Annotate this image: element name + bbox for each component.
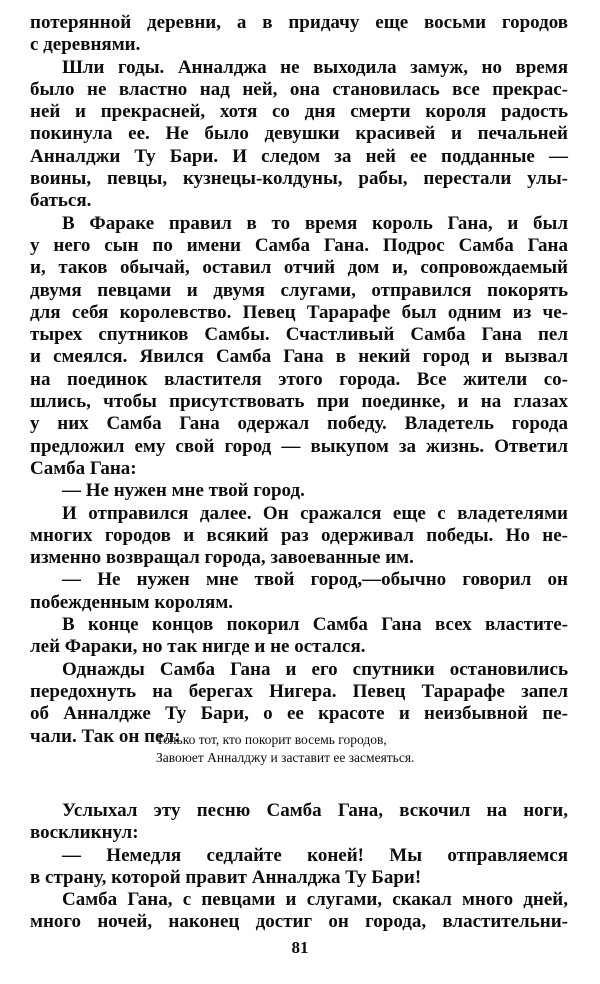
text-line: И отправился далее. Он сражался еще с владетелями: [62, 502, 568, 524]
text-line: чали. Так он пел:: [30, 725, 181, 747]
main-text-block: [30, 12, 568, 748]
text-line: у него сын по имени Самба Гана. Подрос Самба Гана: [30, 234, 568, 256]
text-line: Самба Гана, с певцами и слугами, скакал много дней,: [62, 889, 568, 911]
text-line: тырех спутников Самбы. Счастливый Самба Гана пел: [30, 324, 568, 346]
text-line: — Не нужен мне твой город,—обычно говорил он: [62, 569, 568, 591]
text-line: передохнуть на берегах Нигера. Певец Тарарафе запел: [30, 680, 568, 702]
text-line: предложил ему свой город — выкупом за жизнь. Ответил: [30, 435, 568, 457]
continuation-text-block: [30, 800, 568, 934]
text-line: ней и прекрасней, хотя со дня смерти короля радость: [30, 101, 568, 123]
text-line: у них Самба Гана одержал победу. Владетель города: [30, 413, 568, 435]
text-line: побежденным королям.: [30, 591, 234, 613]
text-line: двумя певцами и двумя слугами, отправился покорять: [30, 279, 568, 301]
text-line: воскликнул:: [30, 822, 139, 844]
text-line: Однажды Самба Гана и его спутники остановились: [62, 658, 568, 680]
text-line: Шли годы. Анналджа не выходила замуж, но время: [62, 56, 568, 78]
text-line: было не властно над ней, она становилась все прекрас-: [30, 78, 568, 100]
text-line: потерянной деревни, а в придачу еще восьми городов: [30, 12, 568, 33]
text-line: с деревнями.: [30, 34, 141, 56]
text-line: баться.: [30, 190, 92, 212]
verse-line: Только тот, кто покорит восемь городов,: [156, 732, 387, 747]
text-line: — Немедля седлайте коней! Мы отправляемся: [62, 844, 568, 866]
text-line: лей Фараки, но так нигде и не остался.: [30, 636, 366, 658]
text-line: шлись, чтобы присутствовать при поединке, и на глазах: [30, 391, 568, 413]
text-line: В Фараке правил в то время король Гана, и был: [62, 212, 568, 234]
text-line: и смеялся. Явился Самба Гана в некий город и вызвал: [30, 346, 568, 368]
text-line: многих городов и всякий раз одерживал победы. Но не-: [30, 524, 568, 546]
text-line: Самба Гана:: [30, 457, 137, 479]
text-line: и, таков обычай, оставил отчий дом и, сопровождаемый: [30, 257, 568, 279]
text-line: В конце концов покорил Самба Гана всех властите-: [62, 614, 568, 636]
text-line: Услыхал эту песню Самба Гана, вскочил на ноги,: [62, 800, 568, 821]
text-line: в страну, которой правит Анналджа Ту Бари!: [30, 866, 422, 888]
verse-block: [156, 731, 414, 767]
text-line: на поединок властителя этого города. Все жители со-: [30, 368, 568, 390]
text-line: для себя королевство. Певец Тарарафе был одним из че-: [30, 301, 568, 323]
text-line: изменно возвращал города, завоеванные им.: [30, 547, 414, 569]
text-line: покинула ее. Не было девушки красивей и печальней: [30, 123, 568, 145]
text-line: — Не нужен мне твой город.: [62, 480, 305, 502]
page-number: 81: [291, 938, 309, 957]
text-line: много ночей, наконец достиг он города, властительни-: [30, 911, 568, 933]
verse-line: Завоюет Анналджу и заставит ее засмеяться.: [156, 750, 415, 765]
text-line: воины, певцы, кузнецы-колдуны, рабы, перестали улы-: [30, 168, 568, 190]
text-line: об Анналдже Ту Бари, о ее красоте и неизбывной пе-: [30, 703, 568, 725]
text-line: Анналджи Ту Бари. И следом за ней ее подданные —: [30, 145, 568, 167]
